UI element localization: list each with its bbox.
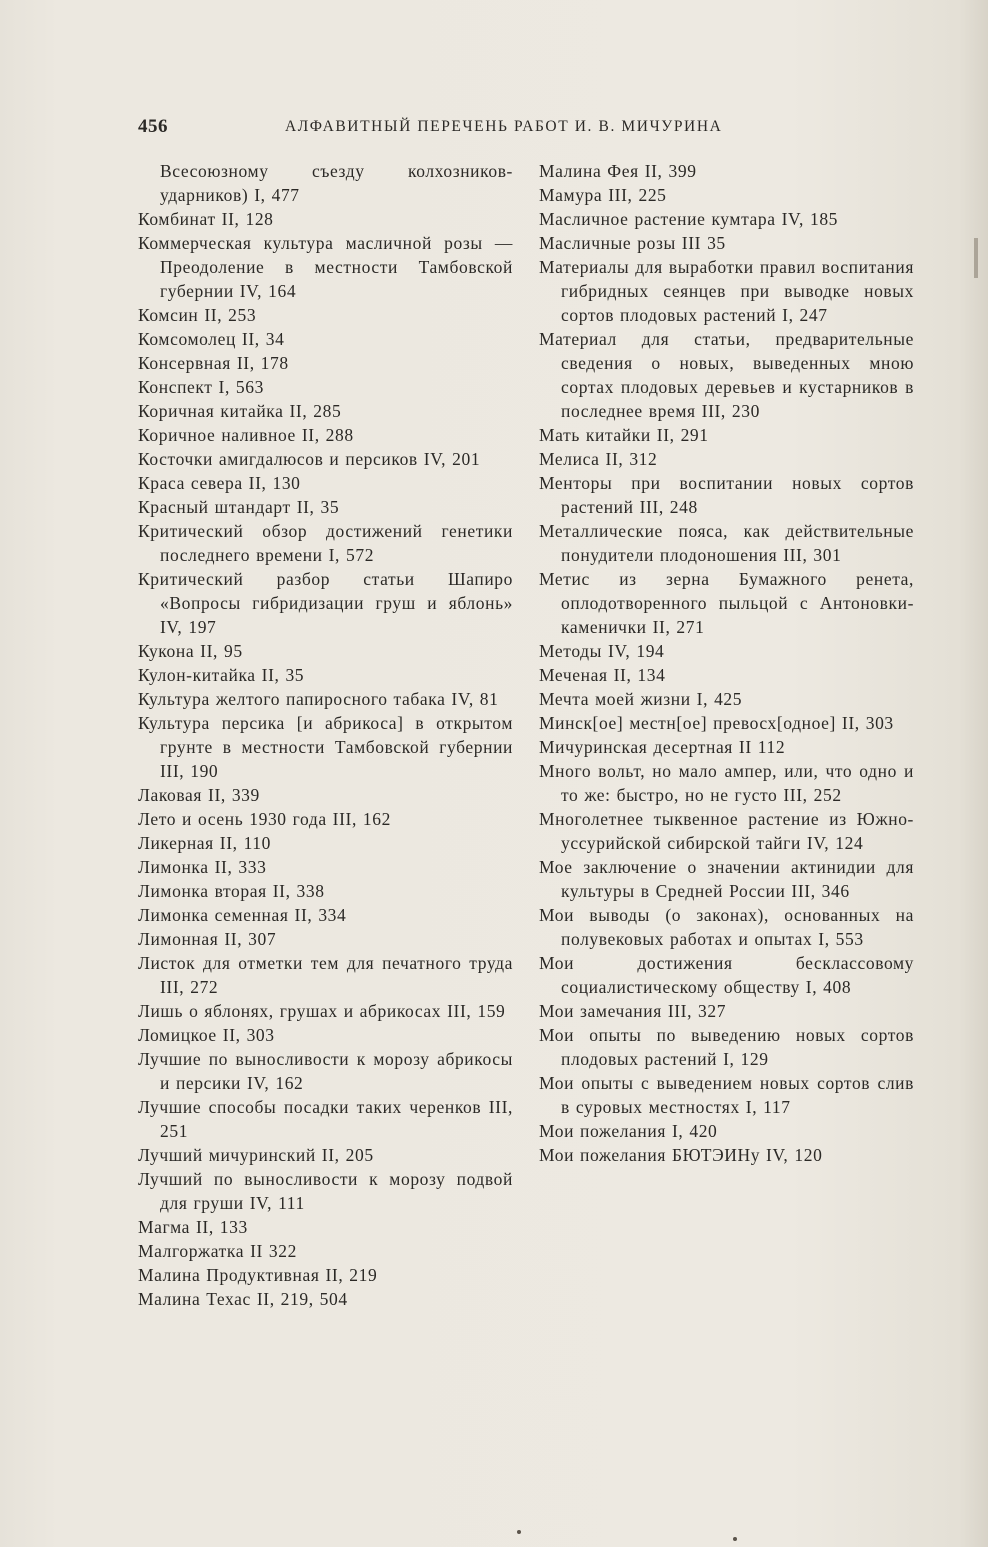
index-entry: Менторы при воспитании новых сортов растений III, 248 <box>539 473 914 517</box>
index-entry: Лишь о яблонях, грушах и абрикосах III, 159 <box>138 1001 506 1021</box>
index-entry: Красный штандарт II, 35 <box>138 497 340 517</box>
index-entry: Меченая II, 134 <box>539 665 666 685</box>
index-entry: Комсин II, 253 <box>138 305 257 325</box>
index-entry: Материал для статьи, предварительные сведения о новых, выведенных мною сортах плодовых деревьев и кустарников в последнее время III, 230 <box>539 329 914 421</box>
index-entry: Мои выводы (о законах), основанных на полувековых работах и опытах I, 553 <box>539 905 914 949</box>
index-entry: Мичуринская десертная II 112 <box>539 737 786 757</box>
index-entry: Конспект I, 563 <box>138 377 264 397</box>
index-entry: Коммерческая культура масличной розы — Преодоление в местности Тамбовской губернии IV, 164 <box>138 233 513 301</box>
index-entry: Всесоюзному съезду колхозников-ударников) I, 477 <box>160 161 513 205</box>
index-entry: Масличные розы III 35 <box>539 233 726 253</box>
index-entry: Лучший по выносливости к морозу подвой для груши IV, 111 <box>138 1169 513 1213</box>
index-entry: Мое заключение о значении актинидии для культуры в Средней России III, 346 <box>539 857 914 901</box>
index-entry: Критический обзор достижений генетики последнего времени I, 572 <box>138 521 513 565</box>
print-speck <box>733 1537 737 1541</box>
index-entry: Методы IV, 194 <box>539 641 665 661</box>
index-entry: Мать китайки II, 291 <box>539 425 709 445</box>
index-entry: Мечта моей жизни I, 425 <box>539 689 743 709</box>
index-entry: Коричная китайка II, 285 <box>138 401 342 421</box>
index-entry: Краса севера II, 130 <box>138 473 301 493</box>
page-header <box>138 116 774 140</box>
index-entry: Листок для отметки тем для печатного труда III, 272 <box>138 953 513 997</box>
index-entry: Метис из зерна Бумажного ренета, оплодотворенного пыльцой с Антоновки-каменички II, 271 <box>539 569 914 637</box>
page-number: 456 <box>138 116 168 137</box>
index-entry: Коричное наливное II, 288 <box>138 425 354 445</box>
index-entry: Магма II, 133 <box>138 1217 248 1237</box>
index-entry: Мои замечания III, 327 <box>539 1001 727 1021</box>
index-entry: Лучшие способы посадки таких черенков III, 251 <box>138 1097 513 1141</box>
print-speck <box>517 1530 521 1534</box>
index-entry: Лимонка вторая II, 338 <box>138 881 325 901</box>
index-entry: Лето и осень 1930 года III, 162 <box>138 809 391 829</box>
index-entry: Кукона II, 95 <box>138 641 243 661</box>
index-entry: Кулон-китайка II, 35 <box>138 665 305 685</box>
index-entry: Комсомолец II, 34 <box>138 329 285 349</box>
index-entry: Лаковая II, 339 <box>138 785 260 805</box>
page-edge-mark <box>974 238 978 278</box>
index-entry: Мои опыты по выведению новых сортов плодовых растений I, 129 <box>539 1025 914 1069</box>
index-entry: Лучшие по выносливости к морозу абрикосы и персики IV, 162 <box>138 1049 513 1093</box>
index-column-left <box>138 159 513 1311</box>
index-entry: Культура персика [и абрикоса] в открытом грунте в местности Тамбовской губернии III, 190 <box>138 713 513 781</box>
index-entry: Много вольт, но мало ампер, или, что одно и то же: быстро, но не густо III, 252 <box>539 761 914 805</box>
index-entry: Многолетнее тыквенное растение из Южно-уссурийской сибирской тайги IV, 124 <box>539 809 914 853</box>
index-entry: Лучший мичуринский II, 205 <box>138 1145 374 1165</box>
index-entry: Ликерная II, 110 <box>138 833 271 853</box>
index-entry: Комбинат II, 128 <box>138 209 274 229</box>
index-entry: Культура желтого папиросного табака IV, 81 <box>138 689 499 709</box>
index-entry: Малина Продуктивная II, 219 <box>138 1265 378 1285</box>
index-entry: Металлические пояса, как действительные понудители плодоношения III, 301 <box>539 521 914 565</box>
index-entry: Критический разбор статьи Шапиро «Вопросы гибридизации груш и яблонь» IV, 197 <box>138 569 513 637</box>
index-entry: Мелиса II, 312 <box>539 449 658 469</box>
index-entry: Мои пожелания БЮТЭИНу IV, 120 <box>539 1145 823 1165</box>
index-entry: Лимонка II, 333 <box>138 857 267 877</box>
index-entry: Лимонка семенная II, 334 <box>138 905 347 925</box>
index-entry: Минск[ое] местн[ое] превосх[одное] II, 303 <box>539 713 894 733</box>
index-entry: Ломицкое II, 303 <box>138 1025 275 1045</box>
index-column-right <box>539 159 914 1167</box>
index-entry: Малина Фея II, 399 <box>539 161 697 181</box>
index-entry: Мамура III, 225 <box>539 185 667 205</box>
index-entry: Косточки амигдалюсов и персиков IV, 201 <box>138 449 481 469</box>
index-entry: Лимонная II, 307 <box>138 929 277 949</box>
index-entry: Малина Техас II, 219, 504 <box>138 1289 348 1309</box>
index-entry: Масличное растение кумтара IV, 185 <box>539 209 839 229</box>
index-entry: Мои опыты с выведением новых сортов слив в суровых местностях I, 117 <box>539 1073 914 1117</box>
running-title: АЛФАВИТНЫЙ ПЕРЕЧЕНЬ РАБОТ И. В. МИЧУРИНА <box>285 118 723 135</box>
index-entry: Мои достижения бесклассовому социалистическому обществу I, 408 <box>539 953 914 997</box>
index-entry: Материалы для выработки правил воспитания гибридных сеянцев при выводке новых сортов плодовых растений I, 247 <box>539 257 914 325</box>
index-entry: Мои пожелания I, 420 <box>539 1121 718 1141</box>
index-entry: Малгоржатка II 322 <box>138 1241 297 1261</box>
index-entry: Консервная II, 178 <box>138 353 289 373</box>
